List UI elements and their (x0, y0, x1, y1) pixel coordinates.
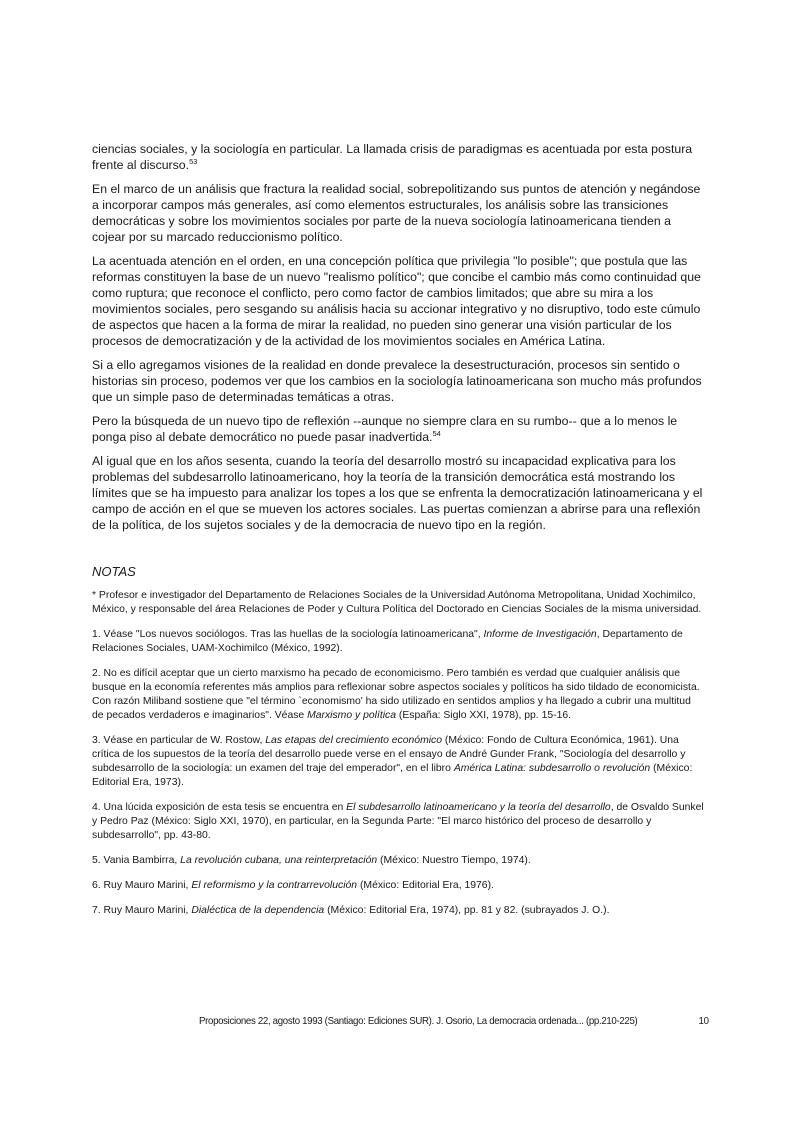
note-7: 7. Ruy Mauro Marini, Dialéctica de la dependencia (México: Editorial Era, 1974), pp. 81 y 82. (subrayados J. O.). (92, 905, 610, 916)
note-5: 5. Vania Bambirra, La revolución cubana, una reinterpretación (México: Nuestro Tiempo, 1974). (92, 855, 531, 866)
notes-heading: NOTAS (92, 564, 136, 579)
note-3: 3. Véase en particular de W. Rostow, Las etapas del crecimiento económico (México: Fondo de Cultura Económica, 1961). Una crítica de los supuestos de la teoría del desarrollo puede verse en el ensayo de André Gunder Frank, "Sociología del desarrollo y subdesarrollo de la sociología: un examen del traje del emperador", en el libro América Latina: subdesarrollo o revolución (México: Editorial Era, 1973). (92, 735, 693, 788)
body-paragraph: Pero la búsqueda de un nuevo tipo de reflexión --aunque no siempre clara en su rumbo-- que a lo menos le ponga piso al debate democrático no puede pasar inadvertida.$^{54}$ (92, 414, 678, 444)
page-footer (199, 1015, 709, 1027)
note-6: 6. Ruy Mauro Marini, El reformismo y la contrarrevolución (México: Editorial Era, 1976). (92, 880, 494, 891)
author-note: * Profesor e investigador del Departamento de Relaciones Sociales de la Universidad Autónoma Metropolitana, Unidad Xochimilco, México, y responsable del área Relaciones de Poder y Cultura Política del Doctorado en Ciencias Sociales de la misma universidad. (92, 590, 702, 615)
document-page (92, 141, 704, 929)
body-paragraph: En el marco de un análisis que fractura la realidad social, sobrepolitizando sus puntos de atención y negándose a incorporar campos más generales, así como elementos estructurales, los análisis sobre las transiciones democráticas y sobre los movimientos sociales por parte de la nueva sociología latinoamericana tienden a cojear por su marcado reduccionismo político. (92, 182, 701, 244)
footnote-reference: 53 (189, 156, 198, 166)
footer-citation: Proposiciones 22, agosto 1993 (Santiago: Ediciones SUR). J. Osorio, La democracia ordenada... (pp.210-225) (199, 1015, 638, 1027)
body-paragraph: La acentuada atención en el orden, en una concepción política que privilegia "lo posible"; que postula que las reformas constituyen la base de un nuevo "realismo político"; que concibe el cambio más como continuidad que como ruptura; que reconoce el conflicto, pero como factor de cambios limitados; que abre su mira a los movimientos sociales, pero sesgando su análisis hacia su accionar integrativo y no disruptivo, todo este cúmulo de aspectos que hacen a la forma de mirar la realidad, no pueden sino generar una visión particular de los procesos de democratización y de la actividad de los movimientos sociales en América Latina. (92, 254, 701, 348)
page-number: 10 (698, 1015, 709, 1027)
body-paragraph: Al igual que en los años sesenta, cuando la teoría del desarrollo mostró su incapacidad explicativa para los problemas del subdesarrollo latinoamericano, hoy la teoría de la transición democrática está mostrando los límites que se ha impuesto para analizar los topes a los que se enfrenta la democratización latinoamericana y el campo de acción en el que se mueven los actores sociales. Las puertas comienzan a abrirse para una reflexión de la política, de los sujetos sociales y de la democracia de nuevo tipo en la región. (92, 454, 703, 532)
note-2: 2. No es difícil aceptar que un cierto marxismo ha pecado de economicismo. Pero también es verdad que cualquier análisis que busque en la economía referentes más amplios para reflexionar sobre aspectos sociales y políticos ha sido tildado de economicista. Con razón Miliband sostiene que "el término `economismo' ha sido utilizado en sentidos amplios y ha llegado a cubrir una multitud de pecados verdaderos e imaginarios". Véase Marxismo y política (España: Siglo XXI, 1978), pp. 15-16. (92, 668, 700, 721)
body-paragraph: Si a ello agregamos visiones de la realidad en donde prevalece la desestructuración, procesos sin sentido o historias sin proceso, podemos ver que los cambios en la sociología latinoamericana son mucho más profundos que un simple paso de determinadas temáticas a otras. (92, 358, 702, 404)
footnote-reference: 54 (432, 428, 441, 438)
body-paragraph: ciencias sociales, y la sociología en particular. La llamada crisis de paradigmas es acentuada por esta postura frente al discurso.$^{53}$ (92, 142, 693, 172)
note-1: 1. Véase "Los nuevos sociólogos. Tras las huellas de la sociología latinoamericana", Informe de Investigación, Departamento de Relaciones Sociales, UAM-Xochimilco (México, 1992). (92, 629, 683, 654)
note-4: 4. Una lúcida exposición de esta tesis se encuentra en El subdesarrollo latinoamericano y la teoría del desarrollo, de Osvaldo Sunkel y Pedro Paz (México: Siglo XXI, 1970), en particular, en la Segunda Parte: "El marco histórico del proceso de desarrollo y subdesarrollo", pp. 43-80. (92, 802, 704, 841)
